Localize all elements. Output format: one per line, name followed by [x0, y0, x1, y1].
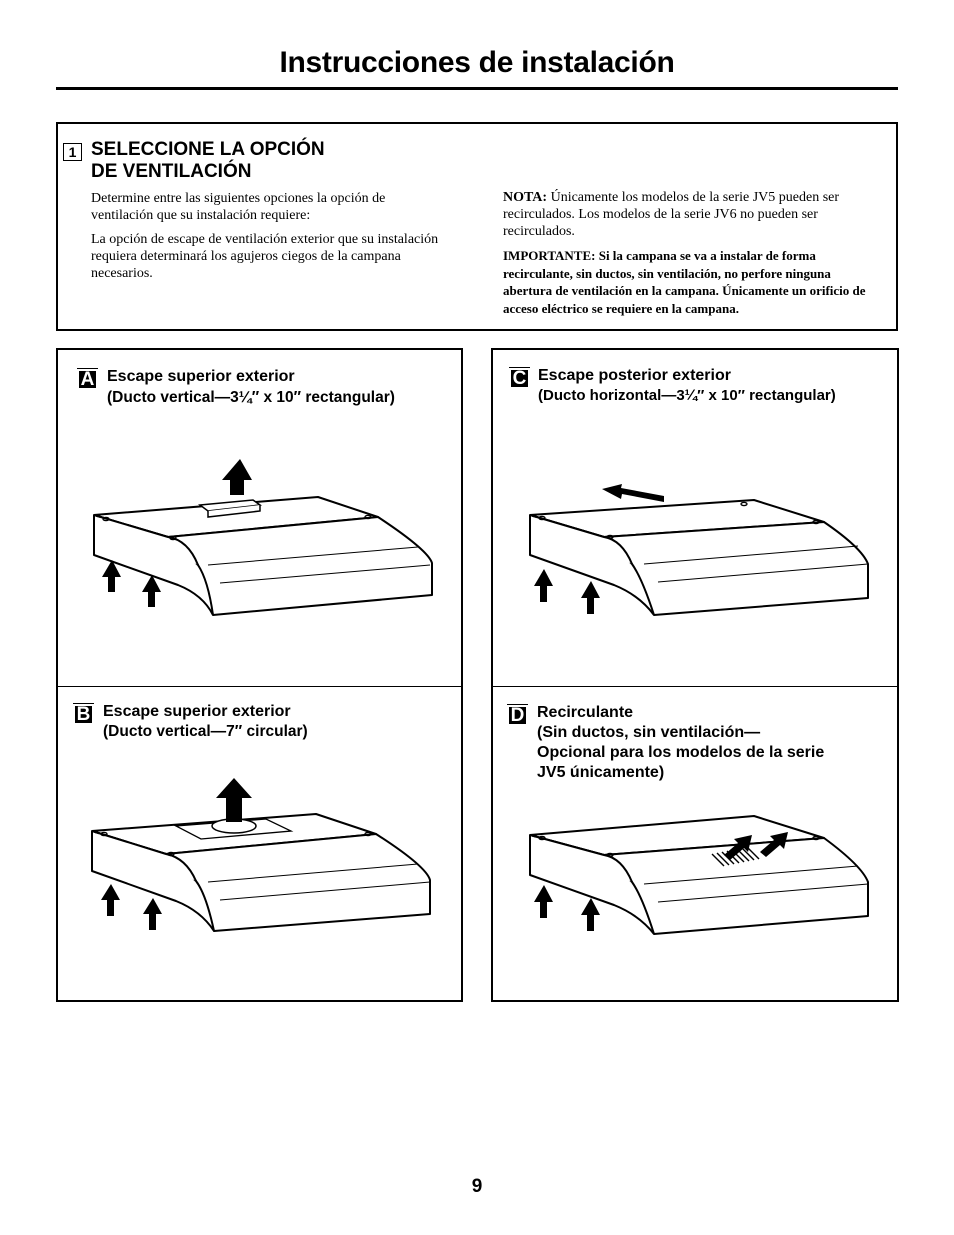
range-hood-top-rectangular-duct-icon — [88, 455, 438, 625]
option-c-subtitle: (Ducto horizontal—3¼″ x 10″ rectangular) — [538, 387, 836, 404]
option-c-letter: C — [509, 368, 530, 389]
page-number: 9 — [471, 1176, 483, 1197]
option-a-title: Escape superior exterior — [107, 368, 295, 385]
step-heading-line1: SELECCIONE LA OPCIÓN — [91, 139, 325, 160]
page-title: Instrucciones de instalación — [279, 46, 675, 79]
important-paragraph: IMPORTANTE: Si la campana se va a instalar de forma recirculante, sin ductos, sin ventilación, no perfore ninguna abertura de ventilación en la campana. Únicamente un orificio de acceso eléctrico se requiere en la campana. — [503, 248, 866, 316]
option-b-subtitle: (Ducto vertical—7″ circular) — [103, 723, 308, 740]
note-label: NOTA: — [503, 190, 548, 205]
range-hood-recirculating-icon — [524, 810, 874, 970]
option-d-letter: D — [507, 705, 528, 726]
step-heading — [91, 139, 325, 183]
option-b-title: Escape superior exterior — [103, 703, 291, 720]
intro-paragraph-2: La opción de escape de ventilación exterior que su instalación requiera determinará los agujeros ciegos de la campana necesarios. — [91, 232, 439, 281]
option-c-badge — [509, 367, 530, 388]
option-b-badge — [73, 703, 94, 724]
panel-divider-right — [493, 686, 897, 687]
option-d-line3: Opcional para los modelos de la serie — [537, 744, 825, 761]
option-d-line2: (Sin ductos, sin ventilación— — [537, 724, 761, 741]
intro-paragraph-1: Determine entre las siguientes opciones la opción de ventilación que su instalación requiere: — [91, 191, 386, 223]
option-a-letter: A — [77, 369, 98, 390]
option-d-badge — [507, 704, 528, 725]
option-d-line4: JV5 únicamente) — [537, 764, 665, 781]
option-c-title: Escape posterior exterior — [538, 367, 731, 384]
option-a-subtitle: (Ducto vertical—3¼″ x 10″ rectangular) — [107, 389, 395, 406]
option-d-line1: Recirculante — [537, 704, 634, 721]
option-a-badge — [77, 368, 98, 389]
option-b-letter: B — [73, 704, 94, 725]
step-heading-line2: DE VENTILACIÓN — [91, 161, 252, 182]
note-paragraph — [503, 189, 883, 240]
note-text: Únicamente los modelos de la serie JV5 pueden ser recirculados. Los modelos de la serie JV6 no pueden ser recirculados. — [503, 190, 840, 239]
title-rule — [56, 87, 898, 90]
range-hood-top-round-duct-icon — [86, 776, 436, 936]
step-number: 1 — [63, 143, 82, 161]
panel-divider-left — [58, 686, 461, 687]
range-hood-rear-duct-icon — [524, 480, 874, 640]
